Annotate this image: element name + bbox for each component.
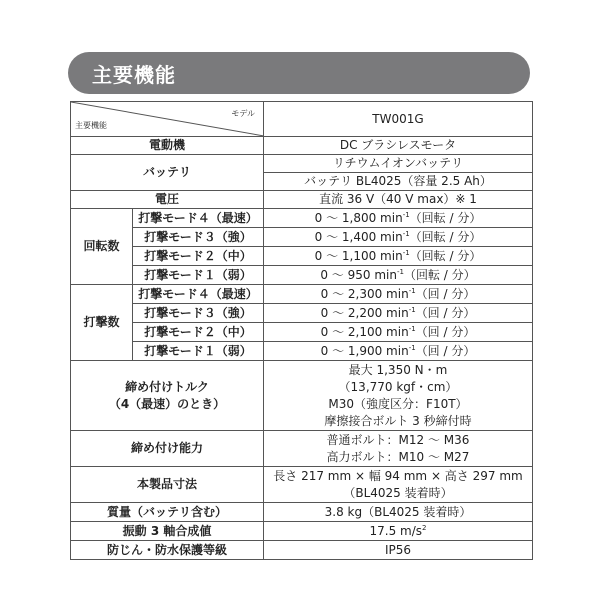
table-row	[71, 247, 533, 266]
mode-label: 打撃モード１（弱）	[133, 342, 264, 361]
mode-label: 打撃モード３（強）	[133, 228, 264, 247]
row-value-torque: 最大 1,350 N・m （13,770 kgf・cm） M30（強度区分：F10T） 摩擦接合ボルト 3 秒締付時	[264, 361, 533, 431]
table-header-row	[71, 102, 533, 137]
row-value-protection: IP56	[264, 541, 533, 560]
mode-label: 打撃モード３（強）	[133, 304, 264, 323]
table-row	[71, 342, 533, 361]
mode-value: 0 ～ 2,300 $\min^{-1}$（回 / 分）	[264, 285, 533, 304]
row-label-protection: 防じん・防水保護等級	[71, 541, 264, 560]
table-row	[71, 503, 533, 522]
mode-value: 0 ～ 1,800 $\min^{-1}$（回転 / 分）	[264, 209, 533, 228]
mode-value: 0 ～ 1,100 $\min^{-1}$（回転 / 分）	[264, 247, 533, 266]
row-value-battery-type: リチウムイオンバッテリ	[264, 155, 533, 173]
mode-label: 打撃モード１（弱）	[133, 266, 264, 285]
row-value-voltage: 直流 36 V（40 V max）※ 1	[264, 191, 533, 209]
row-label-dimensions: 本製品寸法	[71, 467, 264, 503]
corner-label-model: モデル	[231, 109, 255, 118]
row-value-capacity: 普通ボルト：M12 ～ M36 高力ボルト：M10 ～ M27	[264, 431, 533, 467]
row-label-capacity: 締め付け能力	[71, 431, 264, 467]
table-row	[71, 323, 533, 342]
table-row	[71, 467, 533, 503]
table-row	[71, 228, 533, 247]
table-row	[71, 191, 533, 209]
row-value-dimensions: 長さ 217 mm × 幅 94 mm × 高さ 297 mm （BL4025 装着時）	[264, 467, 533, 503]
row-value-vibration: 17.5 $m/s^2$	[264, 522, 533, 541]
row-label-battery: バッテリ	[71, 155, 264, 191]
mode-label: 打撃モード２（中）	[133, 247, 264, 266]
header-corner-cell	[71, 102, 264, 137]
mode-value: 0 ～ 2,100 $\min^{-1}$（回 / 分）	[264, 323, 533, 342]
group-label-ipm: 打撃数	[71, 285, 133, 361]
table-row	[71, 209, 533, 228]
mode-label: 打撃モード２（中）	[133, 323, 264, 342]
row-label-weight: 質量（バッテリ含む）	[71, 503, 264, 522]
table-row	[71, 266, 533, 285]
mode-value: 0 ～ 1,900 $\min^{-1}$（回 / 分）	[264, 342, 533, 361]
row-value-battery-model: バッテリ BL4025（容量 2.5 Ah）	[264, 173, 533, 191]
table-row	[71, 155, 533, 173]
table-row	[71, 304, 533, 323]
row-value-weight: 3.8 kg（BL4025 装着時）	[264, 503, 533, 522]
model-name: TW001G	[264, 102, 533, 137]
row-label-torque: 締め付けトルク （4（最速）のとき）	[71, 361, 264, 431]
mode-label: 打撃モード４（最速）	[133, 209, 264, 228]
table-row	[71, 522, 533, 541]
row-label-voltage: 電圧	[71, 191, 264, 209]
section-title: 主要機能	[92, 63, 176, 87]
mode-value: 0 ～ 2,200 $\min^{-1}$（回 / 分）	[264, 304, 533, 323]
row-value-motor: DC ブラシレスモータ	[264, 137, 533, 155]
table-row	[71, 361, 533, 431]
section-title-banner	[68, 52, 530, 94]
spec-table	[70, 101, 533, 560]
corner-label-function: 主要機能	[75, 121, 107, 130]
group-label-rpm: 回転数	[71, 209, 133, 285]
table-row	[71, 541, 533, 560]
mode-value: 0 ～ 950 $\min^{-1}$（回転 / 分）	[264, 266, 533, 285]
table-row	[71, 285, 533, 304]
mode-value: 0 ～ 1,400 $\min^{-1}$（回転 / 分）	[264, 228, 533, 247]
row-label-vibration: 振動 3 軸合成値	[71, 522, 264, 541]
table-row	[71, 137, 533, 155]
table-row	[71, 431, 533, 467]
row-label-motor: 電動機	[71, 137, 264, 155]
mode-label: 打撃モード４（最速）	[133, 285, 264, 304]
